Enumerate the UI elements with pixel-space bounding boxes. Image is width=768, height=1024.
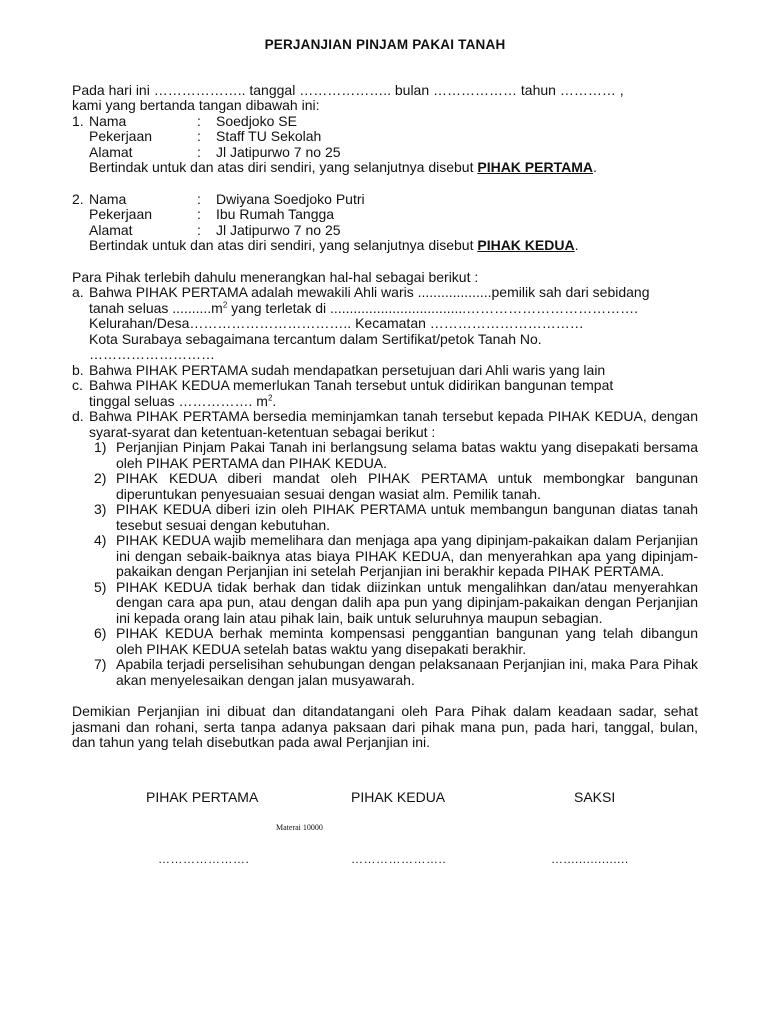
party-number: 2. [72,190,84,207]
closing-paragraph: Demikian Perjanjian ini dibuat dan ditandatangani oleh Para Pihak dalam keadaan sadar, sehat jasmani dan rohani, serta tanpa adanya paksaan dari pihak mana pun, pada hari, tanggal, bulan, dan tahun yang telah disebutkan pada awal Perjanjian ini. [72,703,698,750]
document-title: PERJANJIAN PINJAM PAKAI TANAH [264,37,506,52]
opening-date-line: Pada hari ini ……………….. tanggal ……………….. bulan ……………… tahun ………… , [72,81,624,98]
signature-line-first: …………………. [158,852,250,866]
condition-item: 5) PIHAK KEDUA tidak berhak dan tidak diizinkan untuk mengalihkan dan/atau menyerahkan dengan cara apa pun, atau dengan dalih apa pun yang dipinjam-pakaikan dengan Perjanjian ini kepada orang lain atau pihak lain, baik untuk seluruhnya maupun sebagian. [94,578,698,626]
condition-item: 3) PIHAK KEDUA diberi izin oleh PIHAK PERTAMA untuk membangun bangunan diatas tanah tesebut sesuai dengan kebutuhan. [94,501,698,533]
condition-item: 1) Perjanjian Pinjam Pakai Tanah ini berlangsung selama batas waktu yang disepakati bersama oleh PIHAK PERTAMA dan PIHAK KEDUA. [94,439,698,471]
point-c: c. Bahwa PIHAK KEDUA memerlukan Tanah tersebut untuk didirikan bangunan tempat tinggal seluas ……………. $m^2$. [72,377,614,409]
signature-witness: SAKSI [574,789,616,805]
points-intro: Para Pihak terlebih dahulu menerangkan hal-hal sebagai berikut : [72,268,479,285]
signature-second-party: PIHAK KEDUA [351,789,446,805]
label-name: Nama [89,190,127,207]
party-statement: Bertindak untuk dan atas diri sendiri, yang selanjutnya disebut PIHAK PERTAMA. [89,159,597,175]
condition-item: 2) PIHAK KEDUA diberi mandat oleh PIHAK PERTAMA untuk membongkar bangunan diperuntukan penyesuaian sesuai dengan wasiat alm. Pemilik tanah. [94,470,698,502]
value-address: Jl Jatipurwo 7 no 25 [216,221,341,238]
value-name: Dwiyana Soedjoko Putri [216,190,365,207]
value-address: Jl Jatipurwo 7 no 25 [216,143,341,160]
party-role: PIHAK KEDUA [477,237,575,253]
document-page [72,37,698,751]
value-job: Staff TU Sekolah [216,128,322,144]
label-job: Pekerjaan [89,128,153,144]
opening-section [72,83,698,114]
signature-first-party: PIHAK PERTAMA [146,789,259,805]
party-first: 1. Nama : Soedjoko SE Pekerjaan : Staff TU Sekolah Alamat : Jl Jatipurwo 7 no 25 Bertindak untuk dan atas diri sendiri, yang selanjutnya disebut PIHAK PERTAMA. [72,114,698,176]
label-address: Alamat [89,221,133,238]
stamp-duty-label: Materai 10000 [276,823,323,832]
party-role: PIHAK PERTAMA [477,159,593,175]
value-name: Soedjoko SE [216,112,297,129]
label-address: Alamat [89,143,133,160]
condition-item: 6) PIHAK KEDUA berhak meminta kompensasi penggantian bangunan yang telah dibangun oleh PIHAK KEDUA setelah batas waktu yang disepakati berakhir. [94,625,698,657]
conditions-list [72,440,698,688]
party-statement: Bertindak untuk dan atas diri sendiri, yang selanjutnya disebut PIHAK KEDUA. [89,237,579,253]
signature-line-second: ………………….. [351,852,447,866]
party-second: 2. Nama : Dwiyana Soedjoko Putri Pekerjaan : Ibu Rumah Tangga Alamat : Jl Jatipurwo 7 no 25 Bertindak untuk dan atas diri sendiri, yang selanjutnya disebut PIHAK KEDUA. [72,192,698,254]
point-a: a. Bahwa PIHAK PERTAMA adalah mewakili Ahli waris ...................pemilik sah dari sebidang tanah seluas $..........m^2$ yang terletak di ...................................………………………………. Kelurahan/Desa…………………………….. Kecamatan …………………………… Kota Surabaya sebagaimana tercantum dalam Sertifikat/petok Tanah No. ……………………… [72,284,650,362]
label-name: Nama [89,112,127,129]
party-number: 1. [72,112,84,129]
value-job: Ibu Rumah Tangga [216,206,335,222]
point-b: b. Bahwa PIHAK PERTAMA sudah mendapatkan persetujuan dari Ahli waris yang lain [72,361,606,378]
signature-line-witness: …................. [551,852,629,866]
opening-intro-line: kami yang bertanda tangan dibawah ini: [72,97,320,113]
condition-item: 7) Apabila terjadi perselisihan sehubungan dengan pelaksanaan Perjanjian ini, maka Para Pihak akan menyelesaikan dengan jalan musyawarah. [94,656,698,688]
label-job: Pekerjaan [89,206,153,222]
point-d: d. Bahwa PIHAK PERTAMA bersedia meminjamkan tanah tersebut kepada PIHAK KEDUA, dengan syarat-syarat dan ketentuan-ketentuan sebagai berikut : [72,408,698,440]
condition-item: 4) PIHAK KEDUA wajib memelihara dan menjaga apa yang dipinjam-pakaikan dalam Perjanjian ini dengan sebaik-baiknya atas biaya PIHAK KEDUA, dan menyerahkan apa yang dipinjam- pakaikan dengan Perjanjian ini setelah Perjanjian ini berakhir kepada PIHAK PERTAMA. [94,532,698,579]
signature-section [0,790,768,870]
